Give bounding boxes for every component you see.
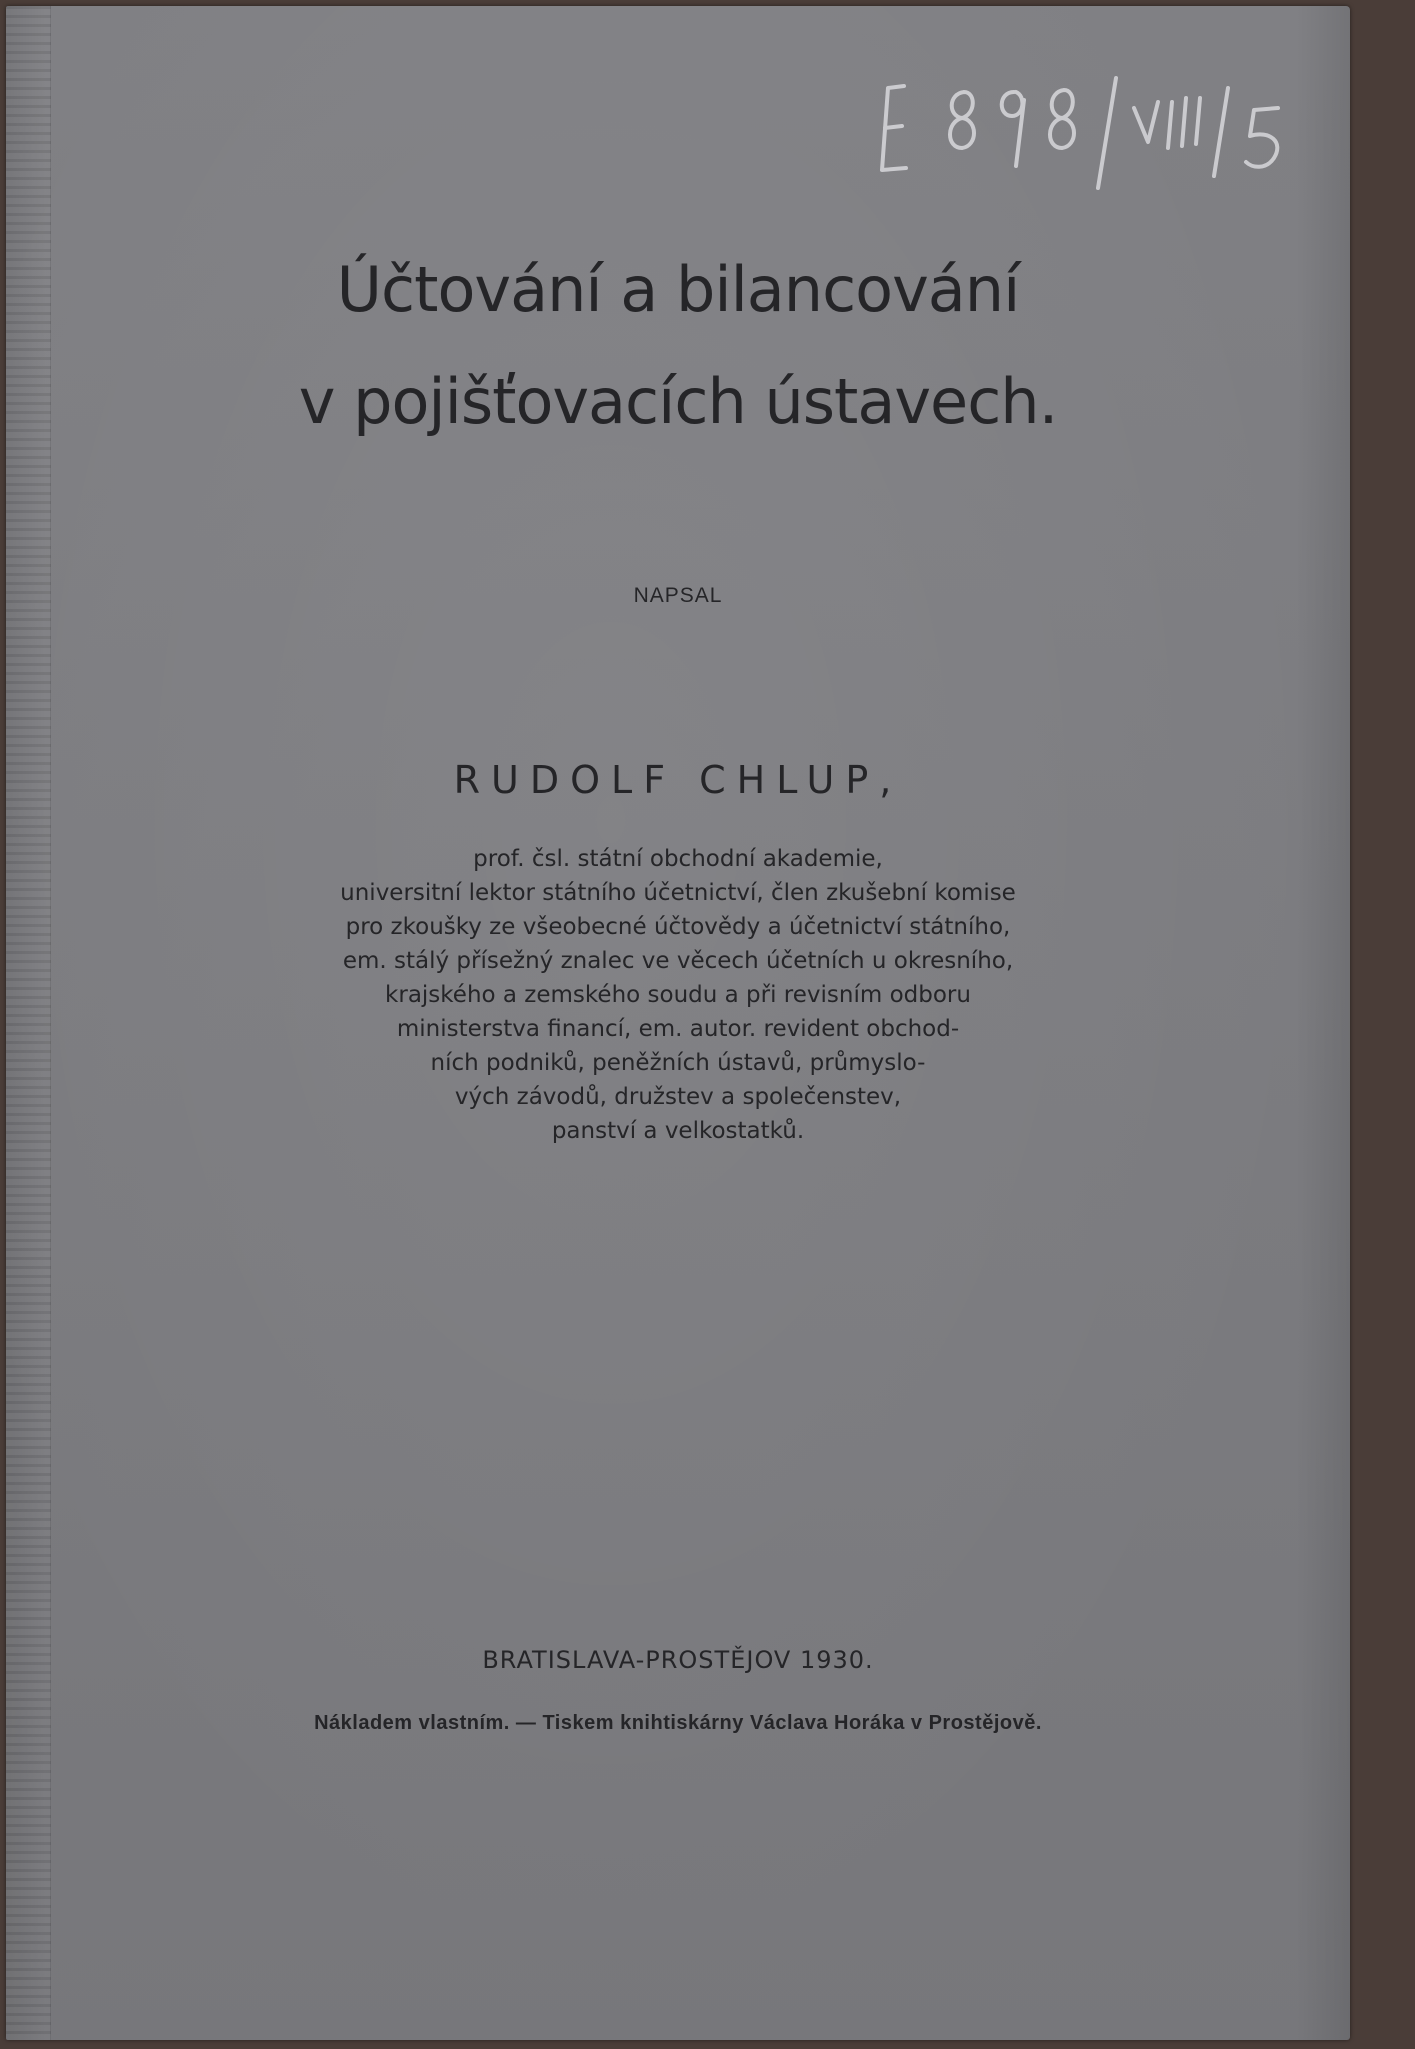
credentials-line: krajského a zemského soudu a při revisním odboru bbox=[385, 982, 971, 1008]
credentials-line: vých závodů, družstev a společenstev, bbox=[454, 1084, 902, 1110]
title-line-1: Účtování a bilancování bbox=[336, 253, 1020, 326]
author-name: RUDOLF CHLUP, bbox=[453, 758, 903, 802]
handwritten-shelfmark bbox=[866, 58, 1326, 198]
byline: NAPSAL bbox=[633, 584, 723, 607]
credentials-line: ministerstva financí, em. autor. revident obchod- bbox=[396, 1016, 960, 1042]
credentials-line: panství a velkostatků. bbox=[551, 1118, 805, 1144]
place-and-year: BRATISLAVA-PROSTĚJOV 1930. bbox=[482, 1646, 874, 1674]
credentials-line: prof. čsl. státní obchodní akademie, bbox=[473, 846, 883, 872]
credentials-line: universitní lektor státního účetnictví, člen zkušební komise bbox=[340, 880, 1016, 906]
credentials-line: pro zkoušky ze všeobecné účtovědy a účetnictví státního, bbox=[345, 914, 1011, 940]
title-line-2: v pojišťovacích ústavech. bbox=[298, 365, 1058, 438]
book-cover bbox=[6, 6, 1350, 2040]
credentials-line: em. stálý přísežný znalec ve věcech účetních u okresního, bbox=[342, 948, 1014, 974]
shelfmark-drawing-icon bbox=[866, 58, 1326, 198]
publisher-imprint: Nákladem vlastním. — Tiskem knihtiskárny Václava Horáka v Prostějově. bbox=[314, 1712, 1042, 1734]
book-title bbox=[6, 234, 1350, 458]
author-credentials bbox=[6, 842, 1350, 1148]
credentials-line: ních podniků, peněžních ústavů, průmyslo- bbox=[430, 1050, 926, 1076]
